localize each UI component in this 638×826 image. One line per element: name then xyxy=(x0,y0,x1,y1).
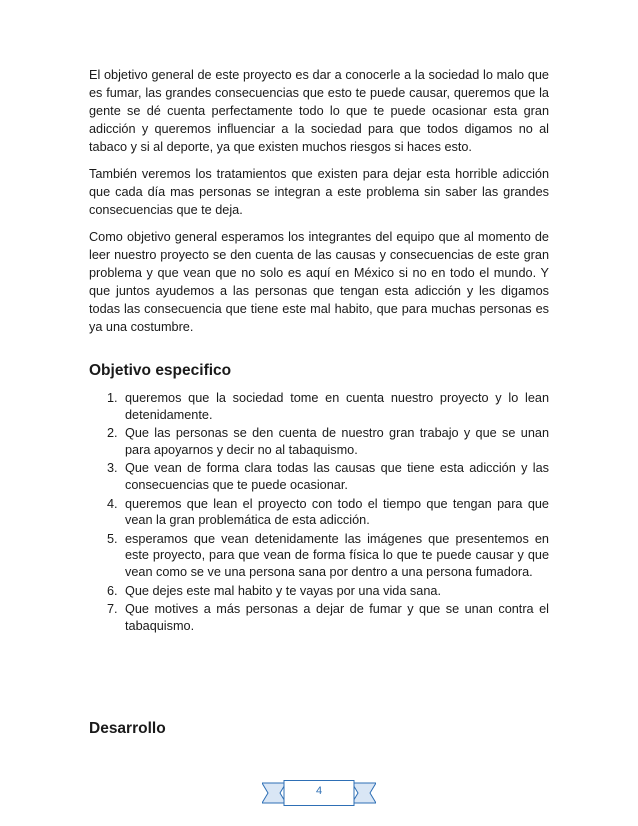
list-number: 1. xyxy=(107,391,118,405)
page-number-ribbon xyxy=(262,780,376,806)
list-number: 2. xyxy=(107,426,118,441)
objetivos-list xyxy=(89,390,549,636)
heading-objetivo-especifico: Objetivo especifico xyxy=(89,362,232,379)
list-item-text: Que vean de forma clara todas las causas que tiene esta adicción y las consecuencias que te puede ocasionar. xyxy=(125,461,549,492)
page-number: 4 xyxy=(315,785,323,797)
list-number: 4. xyxy=(107,496,118,511)
list-number: 5. xyxy=(107,531,118,546)
list-item xyxy=(89,425,549,458)
list-number: 7. xyxy=(107,602,118,617)
list-item-text: Que las personas se den cuenta de nuestro gran trabajo y que se unan para apoyarnos y decir no al tabaquismo. xyxy=(125,426,549,457)
paragraph-objetivo-equipo: Como objetivo general esperamos los integrantes del equipo que al momento de leer nuestro proyecto se den cuenta de las causas y consecuencias de este gran problema y que vean que no solo es aquí en México si no en todo el mundo. Y que juntos ayudemos a las personas que tengan esta adicción y les digamos todas las consecuencia que tiene este mal habito, que para muchas personas es ya una costumbre. xyxy=(89,230,549,334)
list-item-text: Que dejes este mal habito y te vayas por una vida sana. xyxy=(125,583,441,598)
list-number: 3. xyxy=(107,461,118,476)
list-item xyxy=(89,601,549,634)
list-item-text: esperamos que vean detenidamente las imágenes que presentemos en este proyecto, para que vean de forma física lo que te puede causar y que vean como se ve una persona sana por dentro a una persona fumadora. xyxy=(125,531,549,579)
heading-desarrollo: Desarrollo xyxy=(89,720,166,737)
list-item-text: queremos que lean el proyecto con todo el tiempo que tengan para que vean la gran problemática de esta adicción. xyxy=(125,496,549,528)
intro-text xyxy=(89,66,549,345)
list-number: 6. xyxy=(107,583,118,598)
paragraph-tratamientos: También veremos los tratamientos que existen para dejar esta horrible adicción que cada día mas personas se integran a este problema sin saber las grandes consecuencias que te deja. xyxy=(89,167,549,217)
list-item xyxy=(89,496,549,529)
list-item xyxy=(89,460,549,493)
list-item xyxy=(89,583,549,600)
paragraph-objetivo-general: El objetivo general de este proyecto es dar a conocerle a la sociedad lo malo que es fumar, las grandes consecuencias que esto te puede causar, queremos que la gente se dé cuenta perfectamente todo lo que te puede ocasionar esta gran adicción y queremos influenciar a la sociedad para que todos digamos no al tabaco y si al deporte, ya que existen muchos riesgos si haces esto. xyxy=(89,68,549,154)
list-item xyxy=(89,390,549,423)
list-item xyxy=(89,531,549,581)
list-item-text: queremos que la sociedad tome en cuenta nuestro proyecto y lo lean detenidamente. xyxy=(125,391,549,422)
list-item-text: Que motives a más personas a dejar de fumar y que se unan contra el tabaquismo. xyxy=(125,602,549,633)
